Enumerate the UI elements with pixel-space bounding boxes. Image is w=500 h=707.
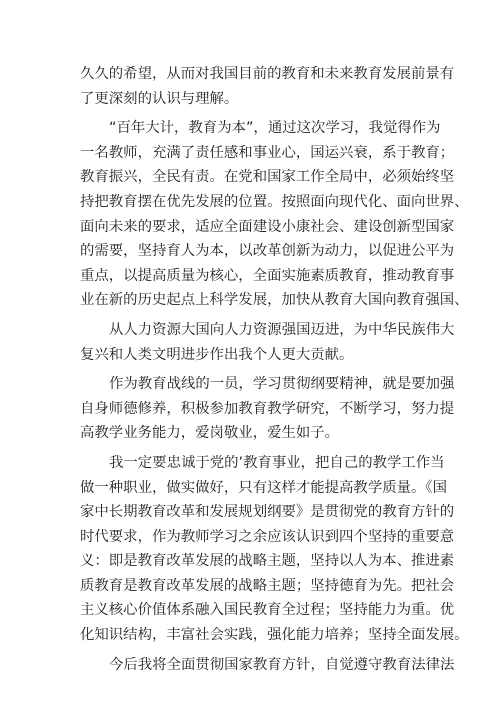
paragraph — [80, 451, 469, 648]
text-line: 面向未来的要求，适应全面建设小康社会、建设创新型国家 — [80, 218, 455, 235]
text-line: 化知识结构，丰富社会实践，强化能力培养；坚持全面发展。 — [80, 627, 469, 644]
text-line: 久久的希望，从而对我国目前的教育和未来教育发展前景有 — [80, 66, 455, 82]
text-line: 复兴和人类文明进步作出我个人更大贡献。 — [80, 346, 354, 363]
text-line: 自身师德修养，积极参加教育教学研究，不断学习，努力提 — [80, 400, 455, 417]
text-line: 了更深刻的认识与理解。 — [80, 90, 239, 107]
text-line: 从人力资源大国向人力资源强国迈进，为中华民族伟大 — [109, 321, 455, 338]
text-line: 高教学业务能力，爱岗敬业，爱生如子。 — [80, 425, 340, 442]
text-line: 家中长期教育改革和发展规划纲要》是贯彻党的教育方针的 — [80, 504, 455, 521]
paragraph — [80, 372, 455, 446]
text-line: 我一定要忠诚于党的’教育事业，把自己的教学工作当 — [109, 454, 445, 471]
text-line: 义：即是教育改革发展的战略主题，坚持以人为本、推进素 — [80, 553, 455, 570]
paragraph — [80, 116, 469, 313]
paragraph — [80, 62, 455, 111]
text-line: 一名教师，充满了责任感和事业心，国运兴衰，系于教育； — [80, 144, 455, 161]
paragraph — [80, 318, 455, 367]
text-line: 今后我将全面贯彻国家教育方针，自觉遵守教育法律法 — [109, 656, 455, 673]
text-line: 质教育是教育改革发展的战略主题；坚持德育为先。把社会 — [80, 577, 455, 594]
body-text — [80, 62, 469, 682]
text-line: 持把教育摆在优先发展的位置。按照面向现代化、面向世界、 — [80, 193, 469, 210]
text-line: 作为教育战线的一员，学习贯彻纲要精神，就是要加强 — [109, 376, 455, 393]
text-line: 的需要，坚持育人为本，以改革创新为动力，以促进公平为 — [80, 243, 455, 260]
text-line: 做一种职业，做实做好，只有这样才能提高教学质量。《国 — [80, 479, 447, 496]
text-line: 教育振兴，全民有责。在党和国家工作全局中，必须始终坚 — [80, 169, 455, 186]
text-line: 重点，以提高质量为核心，全面实施素质教育，推动教育事 — [80, 267, 455, 284]
text-line: 业在新的历史起点上科学发展，加快从教育大国向教育强国、 — [80, 292, 469, 309]
paragraph — [80, 653, 455, 678]
text-line: “百年大计，教育为本”，通过这次学习，我觉得作为 — [109, 120, 441, 137]
text-line: 主义核心价值体系融入国民教育全过程；坚持能力为重。优 — [80, 602, 455, 619]
text-line: 时代要求，作为教师学习之余应该认识到四个坚持的重要意 — [80, 528, 455, 545]
